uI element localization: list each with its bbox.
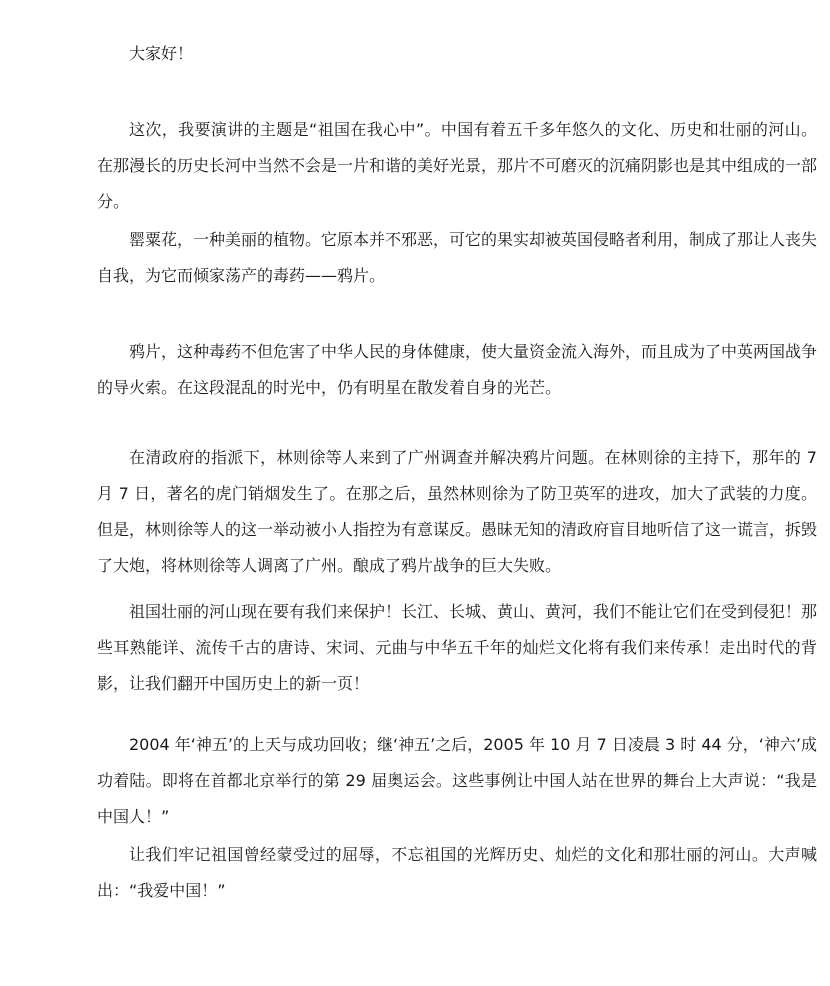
paragraph-opium: 鸦片，这种毒药不但危害了中华人民的身体健康，使大量资金流入海外，而且成为了中英两国战争的导火索。在这段混乱的时光中，仍有明星在散发着自身的光芒。 [97, 342, 818, 397]
paragraph-poppy: 罂粟花，一种美丽的植物。它原本并不邪恶，可它的果实却被英国侵略者利用，制成了那让人丧失自我，为它而倾家荡产的毒药——鸦片。 [97, 230, 818, 285]
greeting-paragraph: 大家好！ [129, 44, 194, 63]
paragraph-motherland: 祖国壮丽的河山现在要有我们来保护！长江、长城、黄山、黄河，我们不能让它们在受到侵犯！那些耳熟能详、流传千古的唐诗、宋词、元曲与中华五千年的灿烂文化将有我们来传承！走出时代的背影，让我们翻开中国历史上的新一页！ [97, 602, 818, 693]
paragraph-theme: 这次，我要演讲的主题是“祖国在我心中”。中国有着五千多年悠久的文化、历史和壮丽的河山。在那漫长的历史长河中当然不会是一片和谐的美好光景，那片不可磨灭的沉痛阴影也是其中组成的一部分。 [97, 120, 818, 211]
paragraph-shenzhou: 2004 年‘神五’的上天与成功回收；继‘神五’之后，2005 年 10 月 7 日凌晨 3 时 44 分，‘神六’成功着陆。即将在首都北京举行的第 29 届奥运会。这些事例让中国人站在世界的舞台上大声说：“我是中国人！” [97, 735, 817, 826]
paragraph-lin-zexu: 在清政府的指派下，林则徐等人来到了广州调查并解决鸦片问题。在林则徐的主持下，那年的 7 月 7 日，著名的虎门销烟发生了。在那之后，虽然林则徐为了防卫英军的进攻，加大了武装的力度。但是，林则徐等人的这一举动被小人指控为有意谋反。愚昧无知的清政府盲目地听信了这一谎言，拆毁了大炮，将林则徐等人调离了广州。酿成了鸦片战争的巨大失败。 [97, 448, 818, 575]
paragraph-closing: 让我们牢记祖国曾经蒙受过的屈辱，不忘祖国的光辉历史、灿烂的文化和那壮丽的河山。大声喊出：“我爱中国！” [97, 845, 817, 900]
